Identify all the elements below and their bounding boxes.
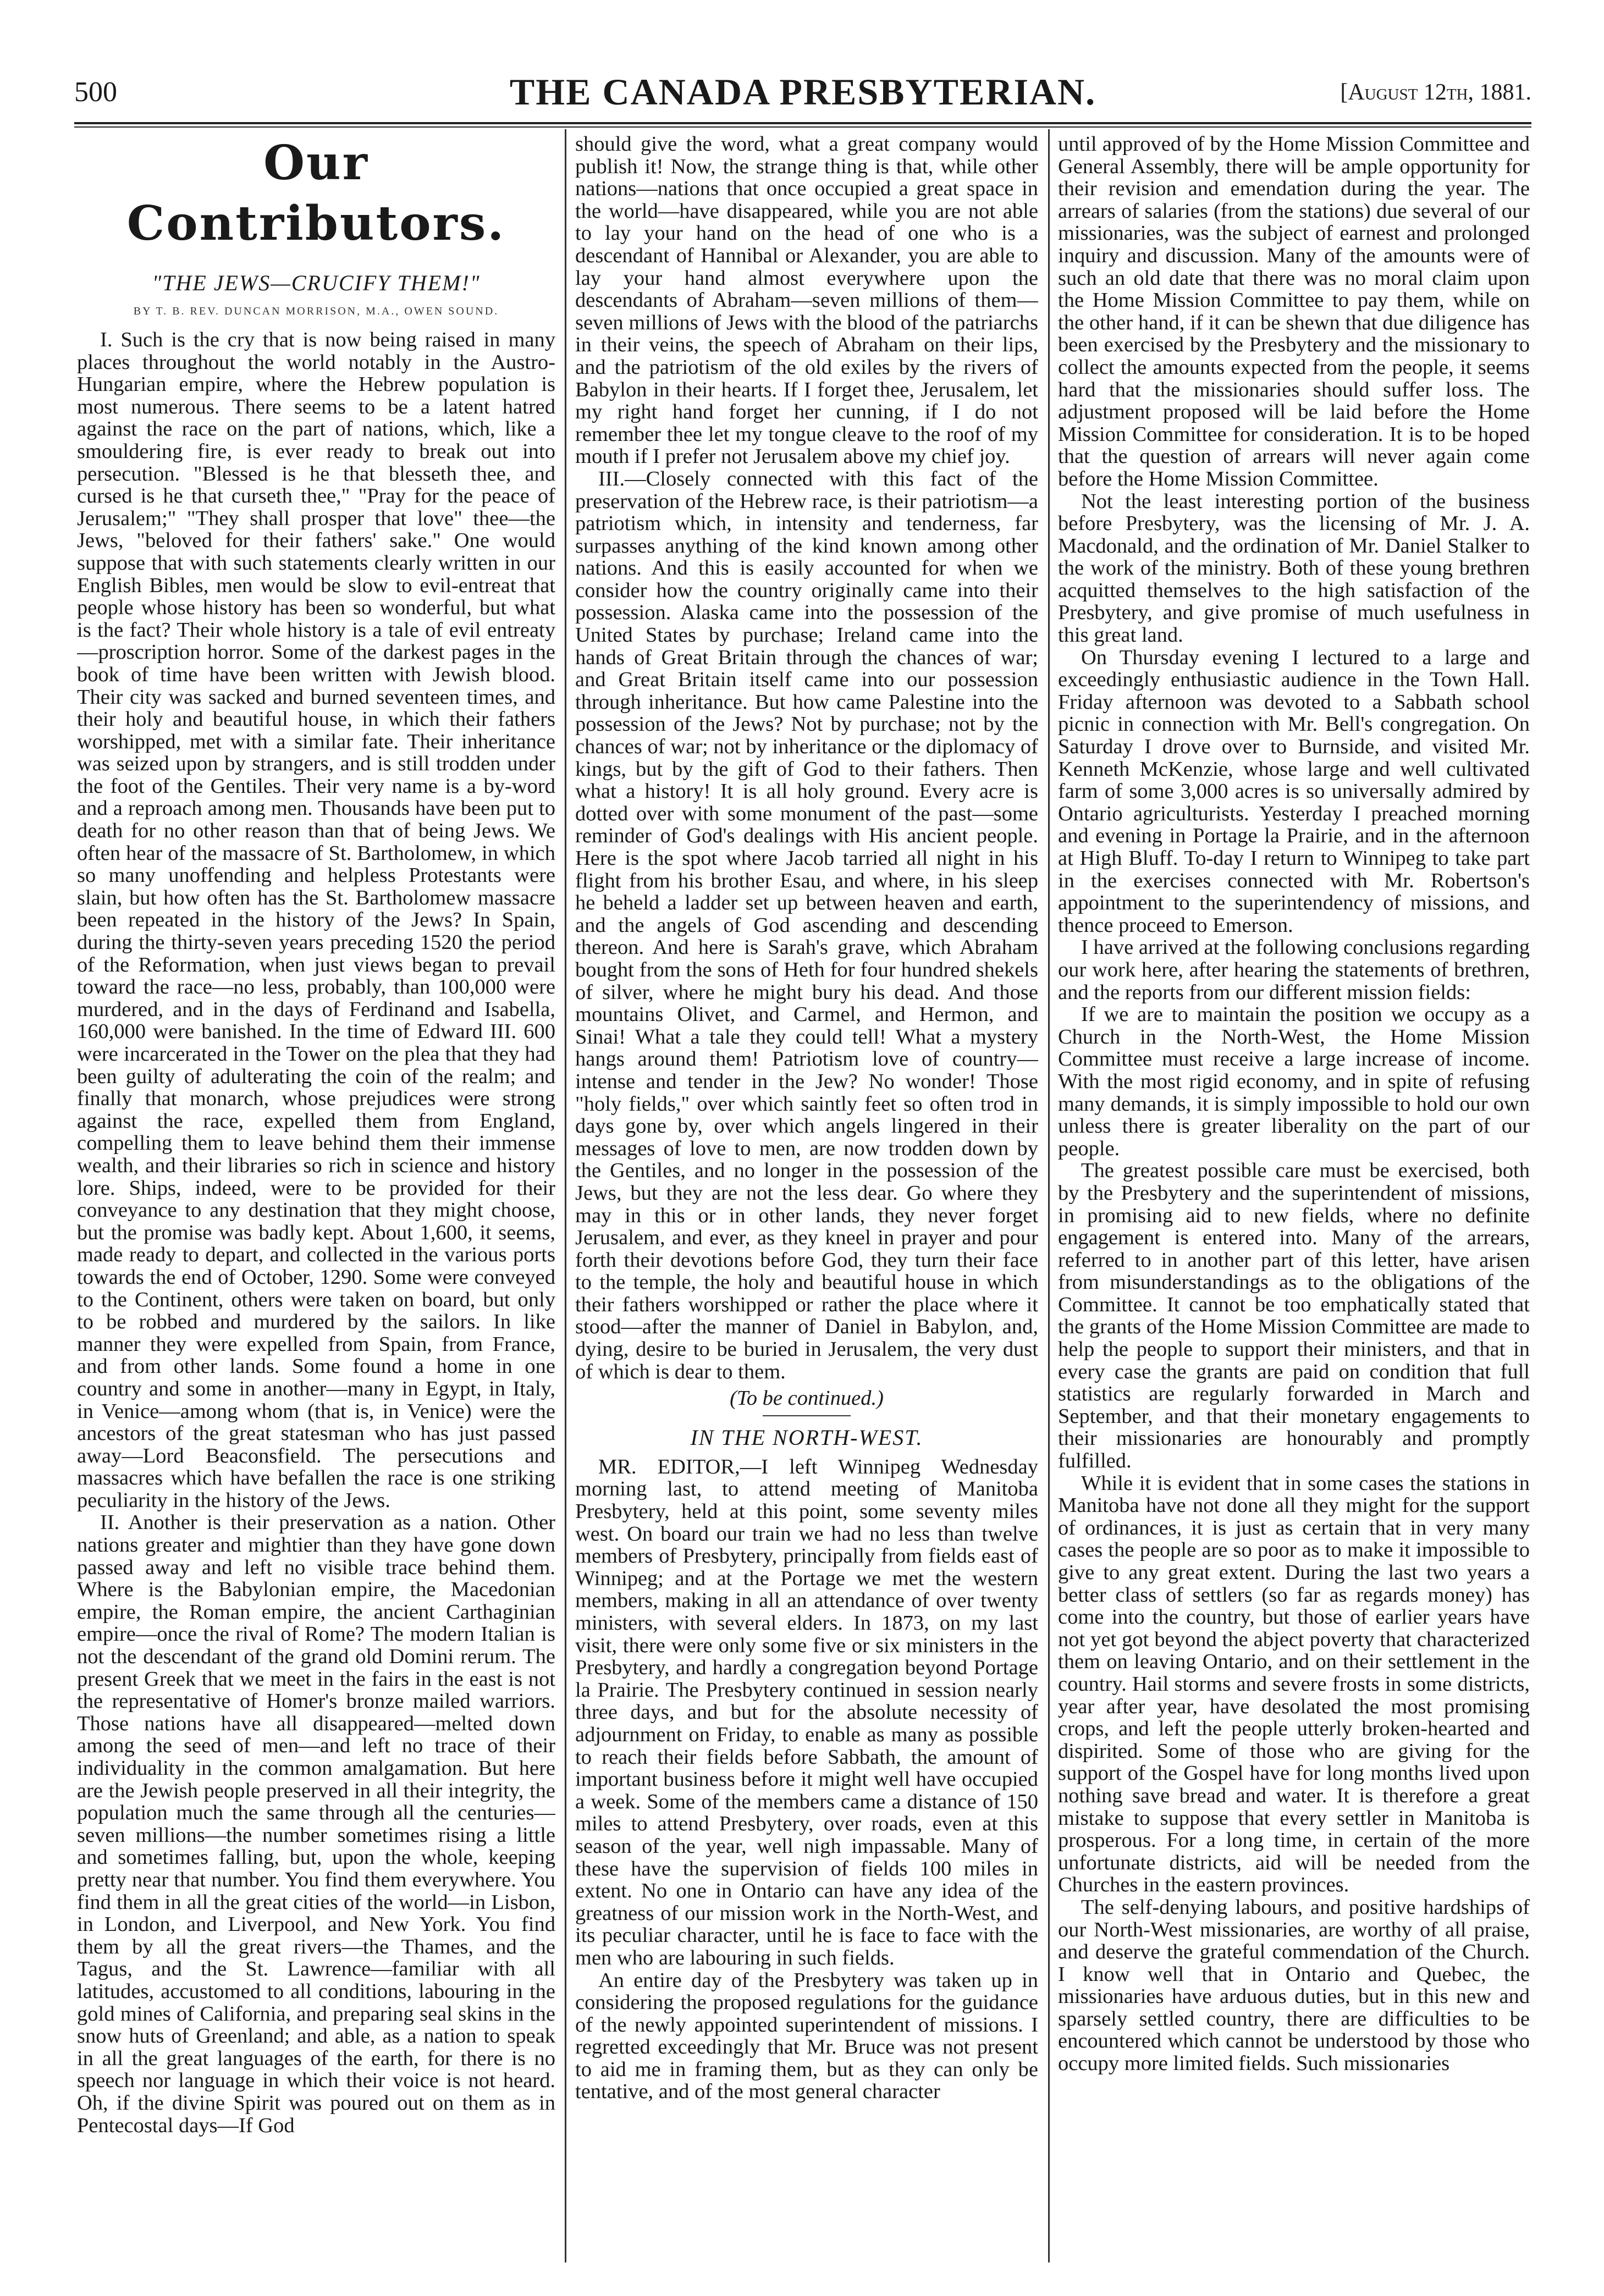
article-paragraph: I have arrived at the following conclusions regarding our work here, after hearing the statements of brethren, and the reports from our different mission fields: [1058,936,1530,1004]
article-byline: BY T. B. REV. DUNCAN MORRISON, M.A., OWEN SOUND. [133,305,499,317]
article-paragraph: III.—Closely connected with this fact of the preservation of the Hebrew race, is their patriotism—a patriotism which, in intensity and tenderness, far surpasses anything of the kind known among other nations. And this is easily accounted for when we consider how the country originally came into their possession. Alaska came into the possession of the United States by purchase; Ireland came into the hands of Great Britain through the chances of war; and Great Britain itself came into our possession through inheritance. But how came Palestine into the possession of the Jews? Not by purchase; not by the chances of war; not by inheritance or the diplomacy of kings, but by the gift of God to their fathers. Then what a history! It is all holy ground. Every acre is dotted over with some monument of the past—some reminder of God's dealings with His ancient people. Here is the spot where Jacob tarried all night in his flight from his brother Esau, and where, in his sleep he beheld a ladder set up between heaven and earth, and the angels of God ascending and descending thereon. And here is Sarah's grave, which Abraham bought from the sons of Heth for four hundred shekels of silver, where he might bury his dead. And those mountains Olivet, and Carmel, and Hermon, and Sinai! What a tale they could tell! What a mystery hangs around them! Patriotism love of country—intense and tender in the Jew? No wonder! Those "holy fields," over which saintly feet so often trod in days gone by, over which angels lingered in their messages of love to men, are now trodden down by the Gentiles, and no longer in the possession of the Jews, but they are not the less dear. Go where they may in this or in other lands, they never forget Jerusalem, and ever, as they kneel in prayer and pour forth their devotions before God, they turn their face to the temple, the holy and beautiful house in which their fathers worshipped or rather the place where it stood—after the manner of Daniel in Babylon, and, dying, desire to be buried in Jerusalem, the very dust of which is dear to them. [575,467,1038,1383]
article-paragraph: should give the word, what a great company would publish it! Now, the strange thing is that, while other nations—nations that once occupied a great space in the world—have disappeared, while you are not able to lay your hand on the head of one who is a descendant of Hannibal or Alexander, you are able to lay your hand almost everywhere upon the descendants of Abraham—seven millions of them—seven millions of Jews with the blood of the patriarchs in their veins, the speech of Abraham on their lips, and the patriotism of the old exiles by the rivers of Babylon in their hearts. If I forget thee, Jerusalem, let my right hand forget her cunning, if I do not remember thee let my tongue cleave to the roof of my mouth if I prefer not Jerusalem above my chief joy. [575,133,1038,468]
article-paragraph: While it is evident that in some cases the stations in Manitoba have not done all they might for the support of ordinances, it is just as certain that in very many cases the people are so poor as to make it impossible to give to any great extent. During the last two years a better class of settlers (so far as regards money) has come into the country, but those of earlier years have not yet got beyond the abject poverty that characterized them on leaving Ontario, and on their settlement in the country. Hail storms and severe frosts in some districts, year after year, have desolated the most promising crops, and left the people utterly broken-hearted and dispirited. Some of those who are giving for the support of the Gospel have for long months lived upon nothing save bread and water. It is therefore a great mistake to suppose that every settler in Manitoba is prosperous. For a long time, in certain of the more unfortunate districts, aid will be needed from the Churches in the eastern provinces. [1058,1471,1530,1897]
masthead [74,70,1531,120]
section-heading: Our Contributors. [126,135,506,251]
column-2 [575,133,1038,2266]
paper-title: THE CANADA PRESBYTERIAN. [509,71,1096,113]
masthead-rule-bottom [74,126,1531,128]
article-paragraph: An entire day of the Presbytery was taken up in considering the proposed regulations for the guidance of the newly appointed superintendent of missions. I regretted exceedingly that Mr. Bruce was not present to aid me in framing them, but as they can only be tentative, and of the most general character [575,1968,1038,2104]
masthead-rule-top [74,122,1531,124]
column-divider-1 [565,129,566,2262]
article-paragraph: The self-denying labours, and positive hardships of our North-West missionaries, are worthy of all praise, and deserve the grateful commendation of the Church. I know well that in Ontario and Quebec, the missionaries have arduous duties, but in this new and sparsely settled country, there are difficulties to be encountered which cannot be understood by those who occupy more limited fields. Such missionaries [1058,1895,1530,2076]
article-paragraph: If we are to maintain the position we occupy as a Church in the North-West, the Home Mission Committee must receive a large increase of income. With the most rigid economy, and in spite of refusing many demands, it is simply impossible to hold our own unless there is greater liberality on the part of our people. [1058,1003,1530,1160]
column-divider-2 [1048,129,1050,2262]
column-3 [1058,133,1530,2266]
article-paragraph: On Thursday evening I lectured to a large and exceedingly enthusiastic audience in the Town Hall. Friday afternoon was devoted to a Sabbath school picnic in connection with Mr. Bell's congregation. On Saturday I drove over to Burnside, and visited Mr. Kenneth McKenzie, whose large and well cultivated farm of some 3,000 acres is so universally admired by Ontario agriculturists. Yesterday I preached morning and evening in Portage la Prairie, and in the afternoon at High Bluff. To-day I return to Winnipeg to take part in the exercises connected with Mr. Robertson's appointment to the superintendency of missions, and thence proceed to Emerson. [1058,645,1530,937]
issue-date: [August 12th, 1881. [1340,80,1531,105]
article-paragraph: The greatest possible care must be exercised, both by the Presbytery and the superintendent of missions, in promising aid to new fields, where no definite engagement is entered into. Many of the arrears, referred to in another part of this letter, have arisen from misunderstandings as to the obligations of the Committee. It cannot be too emphatically stated that the grants of the Home Mission Committee are made to help the people to support their ministers, and that in every case the grants are paid on condition that full statistics are regularly forwarded in March and September, and that their monetary engagements to their missionaries are honourably and promptly fulfilled. [1058,1159,1530,1473]
article-paragraph: MR. EDITOR,—I left Winnipeg Wednesday morning last, to attend meeting of Manitoba Presbytery, held at this point, some seventy miles west. On board our train we had no less than twelve members of Presbytery, principally from fields east of Winnipeg; and at the Portage we met the western members, making in all an attendance of over twenty ministers, with several elders. In 1873, on my last visit, there were only some five or six ministers in the Presbytery, and hardly a congregation beyond Portage la Prairie. The Presbytery continued in session nearly three days, and but for the absolute necessity of adjournment on Friday, to enable as many as possible to reach their fields before Sabbath, the amount of important business before it might well have occupied a week. Some of the members came a distance of 150 miles to attend Presbytery, over roads, even at this season of the year, well nigh impassable. Many of these have the supervision of fields 100 miles in extent. No one in Ontario can have any idea of the greatness of our mission work in the North-West, and its peculiar character, until he is face to face with the men who are labouring in such fields. [575,1455,1038,1969]
continued-note: (To be continued.) [730,1387,884,1410]
column-1 [77,133,555,2266]
article-paragraph: Not the least interesting portion of the business before Presbytery, was the licensing of Mr. J. A. Macdonald, and the ordination of Mr. Daniel Stalker to the work of the ministry. Both of these young brethren acquitted themselves to the high satisfaction of the Presbytery, and give promise of much usefulness in this great land. [1058,489,1530,647]
article-title-jews: "THE JEWS—CRUCIFY THEM!" [152,271,481,295]
article-paragraph: until approved of by the Home Mission Committee and General Assembly, there will be ample opportunity for their revision and emendation during the year. The arrears of salaries (from the stations) due several of our missionaries, was the subject of earnest and prolonged inquiry and discussion. Many of the amounts were of such an old date that there was no moral claim upon the Home Mission Committee to pay them, while on the other hand, if it can be shewn that due diligence has been exercised by the Presbytery and the missionary to collect the amounts expected from the people, it seems hard that the missionaries should suffer loss. The adjustment proposed will be laid before the Home Mission Committee for consideration. It is to be hoped that the question of arrears will never again come before the Home Mission Committee. [1058,133,1530,490]
article-paragraph: I. Such is the cry that is now being raised in many places throughout the world notably in the Austro-Hungarian empire, where the Hebrew population is most numerous. There seems to be a latent hatred against the race on the part of nations, which, like a smouldering fire, is ever ready to break out into persecution. "Blessed is he that blesseth thee, and cursed is he that curseth thee," "Pray for the peace of Jerusalem;" "They shall prosper that love" thee—the Jews, "beloved for their fathers' sake." One would suppose that with such statements clearly written in our English Bibles, men would be slow to evil-entreat that people whose history has been so wonderful, but what is the fact? Their whole history is a tale of evil entreaty—proscription horror. Some of the darkest pages in the book of time have been written with Jewish blood. Their city was sacked and burned seventeen times, and their holy and beautiful house, in which their fathers worshipped, met with a similar fate. Their inheritance was seized upon by strangers, and is still trodden under the foot of the Gentiles. Their very name is a by-word and a reproach among men. Thousands have been put to death for no other reason than that of being Jews. We often hear of the massacre of St. Bartholomew, in which so many unoffending and helpless Protestants were slain, but how often has the St. Bartholomew massacre been repeated in the history of the Jews? In Spain, during the thirty-seven years preceding 1520 the period of the Reformation, when just views began to prevail toward the race—no less, probably, than 100,000 were murdered, and in the days of Ferdinand and Isabella, 160,000 were banished. In the time of Edward III. 600 were incarcerated in the Tower on the plea that they had been guilty of adulterating the coin of the realm; and finally that monarch, whose prejudices were strong against the race, expelled them from England, compelling them to leave behind them their immense wealth, and their libraries so rich in science and history lore. Ships, indeed, were to be provided for their conveyance to any destination that they might choose, but the promise was badly kept. About 1,600, it seems, made ready to depart, and collected in the various ports towards the end of October, 1290. Some were conveyed to the Continent, others were taken on board, but only to be robbed and murdered by the sailors. In like manner they were expelled from Spain, from France, and from other lands. Some found a home in one country and some in another—many in Egypt, in Italy, in Venice—among whom (that is, in Venice) were the ancestors of the great statesman who has just passed away—Lord Beaconsfield. The persecutions and massacres which have befallen the race is one striking peculiarity in the history of the Jews. [77,328,555,1512]
article-separator [763,1415,851,1416]
page-number: 500 [74,76,117,108]
article-paragraph: II. Another is their preservation as a nation. Other nations greater and mightier than they have gone down passed away and left no visible trace behind them. Where is the Babylonian empire, the Macedonian empire, the Roman empire, the ancient Carthaginian empire—once the rival of Rome? The modern Italian is not the descendant of the grand old Domini rerum. The present Greek that we meet in the fairs in the east is not the representative of Homer's bronze mailed warriors. Those nations have all disappeared—melted down among the seed of men—and left no trace of their individuality in the common amalgamation. But here are the Jewish people preserved in all their integrity, the population much the same through all the centuries—seven millions—the number sometimes rising a little and sometimes falling, but, upon the whole, keeping pretty near that number. You find them everywhere. You find them in all the great cities of the world—in Lisbon, in London, and Liverpool, and New York. You find them by all the great rivers—the Thames, and the Tagus, and the St. Lawrence—familiar with all latitudes, accustomed to all conditions, labouring in the gold mines of California, and preparing seal skins in the snow huts of Greenland; and able, as a nation to speak in all the great languages of the earth, for there is no speech nor language in which their voice is not heard. Oh, if the divine Spirit was poured out on them as in Pentecostal days—If God [77,1511,555,2137]
article-title-north-west: IN THE NORTH-WEST. [690,1425,923,1450]
